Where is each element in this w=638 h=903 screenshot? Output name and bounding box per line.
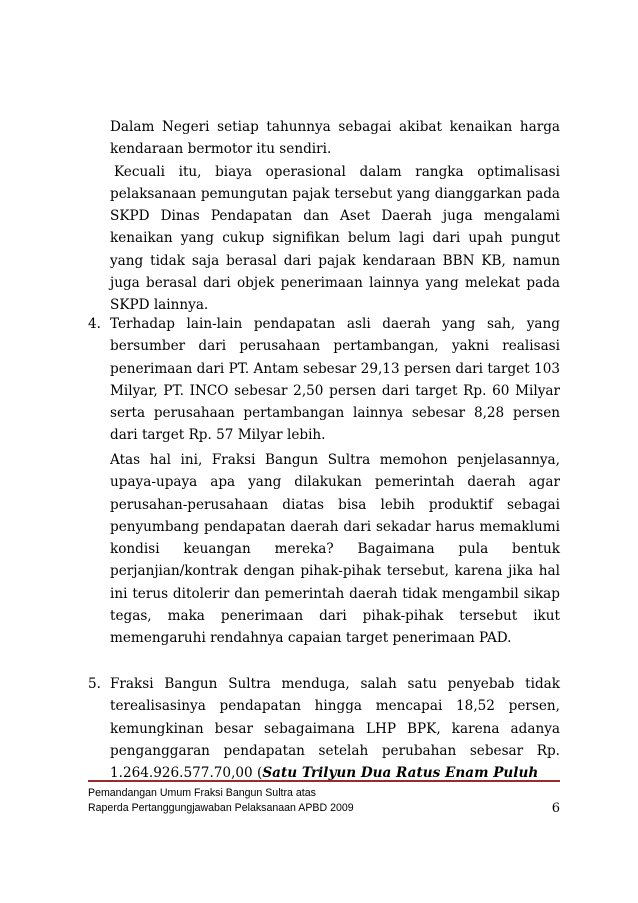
- paragraph-continuation: Dalam Negeri setiap tahunnya sebagai akibat kenaikan harga kendaraan bermotor itu sendiri.: [110, 119, 560, 158]
- footer-line-1: Pemandangan Umum Fraksi Bangun Sultra atas: [88, 787, 316, 799]
- paragraph-kecuali: Kecuali itu, biaya operasional dalam rangka optimalisasi pelaksanaan pemungutan pajak tersebut yang dianggarkan pada SKPD Dinas Pendapatan dan Aset Daerah juga mengalami kenaikan yang cukup signifikan belum lagi dari upah pungut yang tidak saja berasal dari pajak kendaraan BBN KB, namun juga berasal dari objek penerimaan lainnya yang melekat pada SKPD lainnya.: [110, 163, 560, 314]
- list-item-4: [88, 313, 560, 447]
- footer-line-2: Raperda Pertanggungjawaban Pelaksanaan APBD 2009: [88, 802, 354, 814]
- list-item-5-body: Fraksi Bangun Sultra menduga, salah satu penyebab tidak terealisasinya pendapatan hingga mencapai 18,52 persen, kemungkinan besar sebagaimana LHP BPK, karena adanya penganggaran pendapatan setelah perubahan sebesar Rp. 1.264.926.577.70,00 (: [110, 676, 560, 782]
- list-item-5: [88, 673, 560, 784]
- list-number-5: 5.: [88, 676, 101, 692]
- list-number-4: 4.: [88, 316, 101, 332]
- list-item-5-text: [88, 673, 560, 784]
- page-number: 6: [551, 801, 560, 816]
- paragraph-question: Atas hal ini, Fraksi Bangun Sultra memohon penjelasannya, upaya-upaya apa yang dilakukan pemerintah daerah agar perusahan-perusahaan diatas bisa lebih produktif sebagai penyumbang pendapatan daerah dari sekadar harus memaklumi kondisi keuangan mereka? Bagaimana pula bentuk perjanjian/kontrak dengan pihak-pihak tersebut, karena jika hal ini terus ditolerir dan pemerintah daerah tidak mengambil sikap tegas, maka penerimaan dari pihak-pihak tersebut ikut memengaruhi rendahnya capaian target penerimaan PAD.: [110, 452, 560, 647]
- footer-divider: [88, 780, 560, 782]
- amount-in-words: Satu Trilyun Dua Ratus Enam Puluh: [262, 765, 539, 782]
- page-footer: [88, 786, 560, 816]
- list-item-4-text: Terhadap lain-lain pendapatan asli daerah yang sah, yang bersumber dari perusahaan pertambangan, yakni realisasi penerimaan dari PT. Antam sebesar 29,13 persen dari target 103 Milyar, PT. INCO sebesar 2,50 persen dari target Rp. 60 Milyar serta perusahaan pertambangan lainnya sebesar 8,28 persen dari target Rp. 57 Milyar lebih.: [110, 316, 560, 444]
